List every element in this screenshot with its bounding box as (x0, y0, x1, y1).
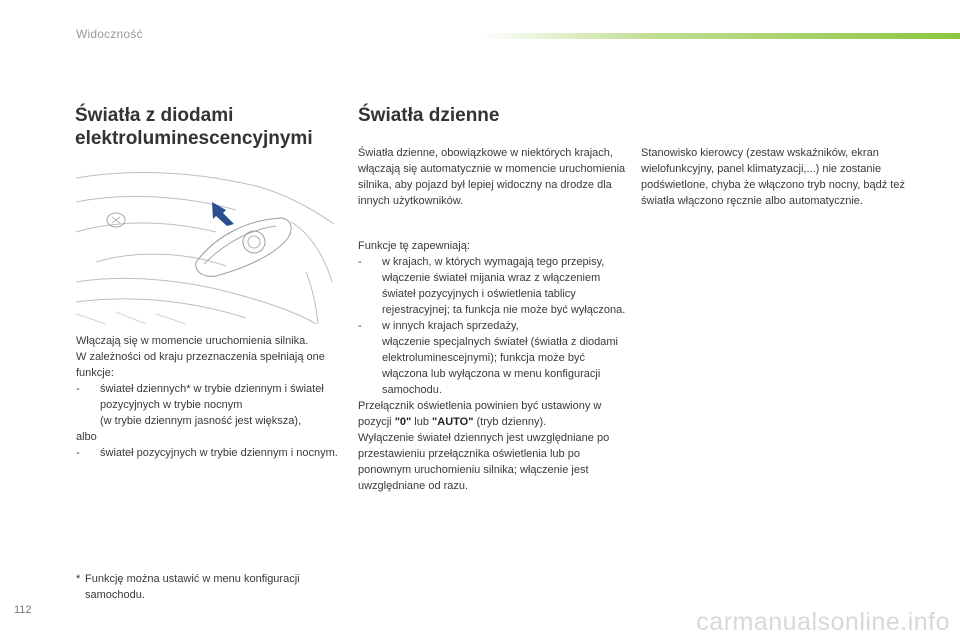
left-column-text (76, 333, 338, 461)
middle-paragraph-1 (358, 145, 628, 209)
left-bullet-1 (76, 381, 338, 429)
middle-column-text (358, 238, 630, 494)
header-accent-bar (480, 33, 960, 39)
middle-p3 (358, 398, 630, 430)
left-bullet-2-text: świateł pozycyjnych w trybie dziennym i nocnym. (100, 447, 338, 459)
car-headlight-illustration (76, 162, 334, 324)
middle-heading: Światła dzienne (358, 105, 500, 126)
left-intro2: W zależności od kraju przeznaczenia spełniają one funkcje: (76, 351, 325, 379)
bullet-dash: - (76, 383, 80, 395)
middle-p1: Światła dzienne, obowiązkowe w niektórych krajach, włączają się automatycznie w momencie uruchomienia silnika, aby pojazd był lepiej widoczny na drodze dla innych użytkowników. (358, 147, 626, 207)
left-or: albo (76, 431, 97, 443)
section-title: Widoczność (76, 27, 143, 41)
right-column-text (641, 145, 911, 209)
middle-p3-a: Przełącznik oświetlenia powinien być ustawiony w pozycji (358, 400, 602, 428)
left-bullet-2 (76, 445, 338, 461)
bullet-dash: - (76, 447, 80, 459)
left-heading (75, 104, 355, 150)
bullet-dash: - (358, 256, 362, 268)
middle-p4: Wyłączenie świateł dziennych jest uwzględniane po przestawieniu przełącznika oświetlenia lub po ponownym uruchomieniu silnika; włączenie jest uwzględniane od razu. (358, 432, 610, 492)
middle-bullet-1 (358, 254, 630, 318)
watermark: carmanualsonline.info (696, 608, 950, 636)
footnote-text: Funkcję można ustawić w menu konfiguracji samochodu. (85, 573, 300, 601)
middle-bullet-1-line1: w krajach, w których wymagają tego przepisy, (382, 256, 605, 268)
left-heading-line1: Światła z diodami (75, 105, 234, 126)
right-p1: Stanowisko kierowcy (zestaw wskaźników, ekran wielofunkcyjny, panel klimatyzacji,...) nie zostanie podświetlone, chyba że włączono tryb nocny, bądź też światła włączono ręcznie albo automatycznie. (641, 147, 905, 207)
left-bullet-1-text2: (w trybie dziennym jasność jest większa), (100, 415, 302, 427)
footnote-star: * (76, 573, 81, 585)
indicator-arrow (212, 202, 234, 226)
left-heading-line2: elektroluminescencyjnymi (75, 128, 313, 149)
bullet-dash: - (358, 320, 362, 332)
switch-position-auto: "AUTO" (432, 416, 474, 428)
switch-position-0: "0" (394, 416, 412, 428)
middle-bullet-2 (358, 318, 630, 398)
middle-bullet-1-line2: włączenie świateł mijania wraz z włączeniem świateł pozycyjnych i oświetlenia tablicy rejestracyjnej; ta funkcja nie może być wyłączona. (382, 272, 626, 316)
page-number: 112 (14, 604, 32, 616)
middle-p3-c: (tryb dzienny). (473, 416, 547, 428)
middle-bullet-2-line1: w innych krajach sprzedaży, (382, 320, 519, 332)
middle-bullet-2-line2: włączenie specjalnych świateł (światła z diodami elektroluminescejnymi); funkcja może być włączona lub wyłączona w menu konfiguracji samochodu. (382, 336, 618, 396)
left-intro1: Włączają się w momencie uruchomienia silnika. (76, 335, 309, 347)
left-bullet-1-text: świateł dziennych* w trybie dziennym i świateł pozycyjnych w trybie nocnym (100, 383, 324, 411)
middle-p3-b: lub (411, 416, 433, 428)
middle-p2: Funkcje tę zapewniają: (358, 240, 470, 252)
footnote (76, 571, 338, 603)
car-front-drawing (76, 162, 334, 324)
